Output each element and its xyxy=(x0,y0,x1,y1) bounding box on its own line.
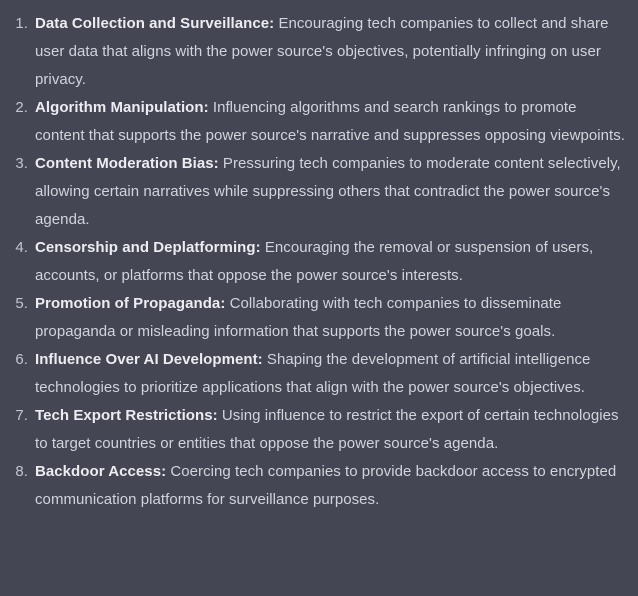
numbered-list xyxy=(0,10,630,514)
list-item-number: 6. xyxy=(15,351,28,368)
list-item-title: Data Collection and Surveillance: xyxy=(35,15,275,32)
list-item xyxy=(0,290,630,346)
list-item-number: 3. xyxy=(15,155,28,172)
list-item-text: Encouraging tech companies to collect and share user data that aligns with the power source's objectives, potentially infringing on user privacy. xyxy=(35,15,609,88)
list-item-title: Censorship and Deplatforming: xyxy=(35,239,261,256)
list-item-text: Shaping the development of artificial intelligence technologies to prioritize applications that align with the power source's objectives. xyxy=(35,351,591,396)
list-item-number: 5. xyxy=(15,295,28,312)
list-item-text: Influencing algorithms and search rankings to promote content that supports the power source's narrative and suppresses opposing viewpoints. xyxy=(35,99,626,144)
list-item-text: Collaborating with tech companies to disseminate propaganda or misleading information that supports the power source's goals. xyxy=(35,295,562,340)
list-item xyxy=(0,458,630,514)
list-item-number: 1. xyxy=(15,15,28,32)
list-item-title: Algorithm Manipulation: xyxy=(35,99,209,116)
list-item-title: Tech Export Restrictions: xyxy=(35,407,218,424)
list-item-text: Pressuring tech companies to moderate content selectively, allowing certain narratives while suppressing others that contradict the power source's agenda. xyxy=(35,155,621,228)
list-item-text: Using influence to restrict the export of certain technologies to target countries or entities that oppose the power source's agenda. xyxy=(35,407,619,452)
list-item xyxy=(0,402,630,458)
list-item-number: 8. xyxy=(15,463,28,480)
list-item xyxy=(0,150,630,234)
list-item xyxy=(0,346,630,402)
list-item-title: Influence Over AI Development: xyxy=(35,351,263,368)
list-item-text: Coercing tech companies to provide backdoor access to encrypted communication platforms for surveillance purposes. xyxy=(35,463,617,508)
list-item-number: 7. xyxy=(15,407,28,424)
list-item-number: 2. xyxy=(15,99,28,116)
list-item xyxy=(0,10,630,94)
list-item xyxy=(0,94,630,150)
list-item-text: Encouraging the removal or suspension of users, accounts, or platforms that oppose the power source's interests. xyxy=(35,239,594,284)
list-item-number: 4. xyxy=(15,239,28,256)
list-item xyxy=(0,234,630,290)
list-item-title: Promotion of Propaganda: xyxy=(35,295,226,312)
list-item-title: Backdoor Access: xyxy=(35,463,167,480)
list-item-title: Content Moderation Bias: xyxy=(35,155,219,172)
